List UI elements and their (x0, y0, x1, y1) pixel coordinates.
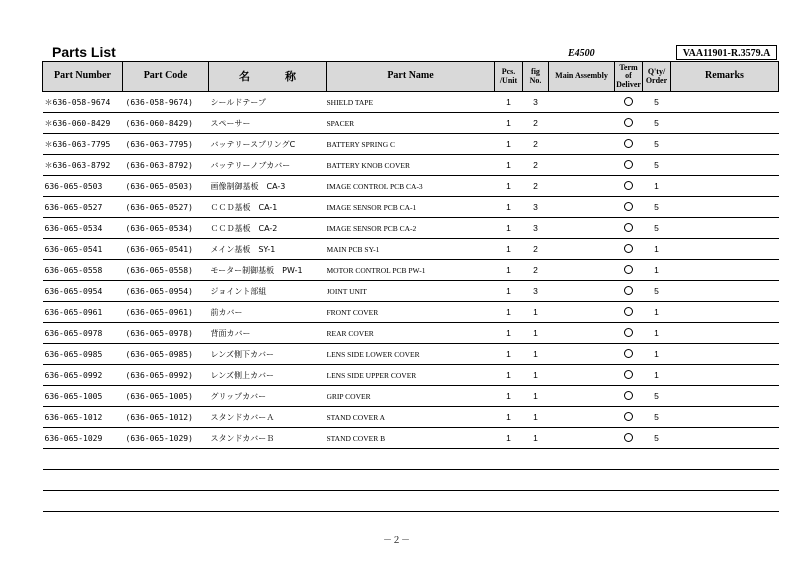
empty-cell (327, 470, 495, 491)
table-row (43, 365, 779, 386)
part-name-cell: LENS SIDE LOWER COVER (327, 344, 495, 365)
term-deliver-cell (615, 386, 643, 407)
table-row (43, 407, 779, 428)
pcs-unit-cell: 1 (495, 260, 523, 281)
col-remarks: Remarks (671, 62, 779, 92)
part-name-cell: STAND COVER B (327, 428, 495, 449)
qty-order-cell: 5 (643, 281, 671, 302)
empty-cell (495, 470, 523, 491)
table-row (43, 113, 779, 134)
remarks-cell (671, 113, 779, 134)
parts-table (42, 61, 779, 512)
part-number-cell: 636-065-0992 (43, 365, 123, 386)
blank-row (43, 491, 779, 512)
table-row (43, 386, 779, 407)
remarks-cell (671, 344, 779, 365)
pcs-unit-cell: 1 (495, 365, 523, 386)
circle-icon (624, 412, 633, 421)
term-deliver-cell (615, 113, 643, 134)
part-number-cell: 636-065-0978 (43, 323, 123, 344)
table-row (43, 302, 779, 323)
jp-name-cell: 背面カバー (209, 323, 327, 344)
qty-order-cell: 1 (643, 365, 671, 386)
main-assembly-cell (549, 344, 615, 365)
jp-name-cell: ＣＣＤ基板 CA-2 (209, 218, 327, 239)
term-deliver-cell (615, 197, 643, 218)
part-name-cell: BATTERY KNOB COVER (327, 155, 495, 176)
page-title: Parts List (52, 44, 116, 60)
jp-name-cell: ジョイント部組 (209, 281, 327, 302)
part-number-cell: 636-065-0527 (43, 197, 123, 218)
part-name-cell: IMAGE SENSOR PCB CA-1 (327, 197, 495, 218)
jp-name-cell: スタンドカバーＡ (209, 407, 327, 428)
col-pcs-unit: Pcs. /Unit (495, 62, 523, 92)
main-assembly-cell (549, 218, 615, 239)
circle-icon (624, 202, 633, 211)
qty-order-cell: 5 (643, 92, 671, 113)
remarks-cell (671, 218, 779, 239)
table-row (43, 323, 779, 344)
fig-no-cell: 2 (523, 134, 549, 155)
fig-no-cell: 1 (523, 428, 549, 449)
fig-no-cell: 1 (523, 302, 549, 323)
remarks-cell (671, 302, 779, 323)
qty-order-cell: 1 (643, 344, 671, 365)
main-assembly-cell (549, 365, 615, 386)
jp-name-cell: スタンドカバーＢ (209, 428, 327, 449)
circle-icon (624, 181, 633, 190)
jp-name-cell: バッテリースプリングC (209, 134, 327, 155)
term-deliver-cell (615, 218, 643, 239)
table-row (43, 344, 779, 365)
col-fig-no: fig No. (523, 62, 549, 92)
jp-name-cell: グリップカバー (209, 386, 327, 407)
table-row (43, 155, 779, 176)
part-number-cell: 636-065-0985 (43, 344, 123, 365)
part-code-cell: (636-063-7795) (123, 134, 209, 155)
jp-name-cell: シールドテープ (209, 92, 327, 113)
part-number-cell: 636-065-0954 (43, 281, 123, 302)
term-deliver-cell (615, 428, 643, 449)
remarks-cell (671, 260, 779, 281)
fig-no-cell: 1 (523, 407, 549, 428)
parts-rows (43, 92, 779, 512)
part-code-cell: (636-065-0503) (123, 176, 209, 197)
part-code-cell: (636-065-0978) (123, 323, 209, 344)
jp-name-cell: スペーサー (209, 113, 327, 134)
col-part-number: Part Number (43, 62, 123, 92)
table-row (43, 260, 779, 281)
pcs-unit-cell: 1 (495, 407, 523, 428)
table-row (43, 197, 779, 218)
main-assembly-cell (549, 92, 615, 113)
remarks-cell (671, 428, 779, 449)
remarks-cell (671, 386, 779, 407)
part-name-cell: STAND COVER A (327, 407, 495, 428)
remarks-cell (671, 197, 779, 218)
empty-cell (523, 470, 549, 491)
table-row (43, 176, 779, 197)
part-code-cell: (636-058-9674) (123, 92, 209, 113)
main-assembly-cell (549, 176, 615, 197)
part-number-cell: ＊636-063-8792 (43, 155, 123, 176)
term-deliver-cell (615, 134, 643, 155)
empty-cell (643, 449, 671, 470)
part-name-cell: MOTOR CONTROL PCB PW-1 (327, 260, 495, 281)
remarks-cell (671, 281, 779, 302)
fig-no-cell: 3 (523, 281, 549, 302)
table-row (43, 218, 779, 239)
table-row (43, 134, 779, 155)
main-assembly-cell (549, 239, 615, 260)
part-name-cell: BATTERY SPRING C (327, 134, 495, 155)
document-id: VAA11901-R.3579.A (676, 45, 777, 60)
fig-no-cell: 1 (523, 344, 549, 365)
main-assembly-cell (549, 407, 615, 428)
jp-name-cell: バッテリーノブカバー (209, 155, 327, 176)
empty-cell (209, 491, 327, 512)
part-name-cell: REAR COVER (327, 323, 495, 344)
qty-order-cell: 5 (643, 155, 671, 176)
pcs-unit-cell: 1 (495, 113, 523, 134)
term-deliver-cell (615, 365, 643, 386)
part-name-cell: FRONT COVER (327, 302, 495, 323)
qty-order-cell: 1 (643, 323, 671, 344)
part-code-cell: (636-065-0954) (123, 281, 209, 302)
circle-icon (624, 286, 633, 295)
main-assembly-cell (549, 197, 615, 218)
fig-no-cell: 2 (523, 260, 549, 281)
part-name-cell: GRIP COVER (327, 386, 495, 407)
part-number-cell: 636-065-1012 (43, 407, 123, 428)
part-code-cell: (636-065-0985) (123, 344, 209, 365)
col-main-assembly: Main Assembly (549, 62, 615, 92)
fig-no-cell: 1 (523, 365, 549, 386)
empty-cell (549, 470, 615, 491)
jp-name-cell: レンズ側上カバー (209, 365, 327, 386)
empty-cell (123, 470, 209, 491)
circle-icon (624, 139, 633, 148)
part-name-cell: IMAGE SENSOR PCB CA-2 (327, 218, 495, 239)
empty-cell (671, 491, 779, 512)
qty-order-cell: 5 (643, 407, 671, 428)
header-row (43, 62, 779, 92)
part-code-cell: (636-063-8792) (123, 155, 209, 176)
pcs-unit-cell: 1 (495, 92, 523, 113)
qty-order-cell: 5 (643, 428, 671, 449)
table-row (43, 281, 779, 302)
part-name-cell: SPACER (327, 113, 495, 134)
qty-order-cell: 1 (643, 302, 671, 323)
part-number-cell: ＊636-058-9674 (43, 92, 123, 113)
empty-cell (209, 470, 327, 491)
circle-icon (624, 223, 633, 232)
circle-icon (624, 433, 633, 442)
part-number-cell: ＊636-063-7795 (43, 134, 123, 155)
part-name-cell: MAIN PCB SY-1 (327, 239, 495, 260)
part-name-cell: SHIELD TAPE (327, 92, 495, 113)
pcs-unit-cell: 1 (495, 302, 523, 323)
term-deliver-cell (615, 92, 643, 113)
fig-no-cell: 2 (523, 239, 549, 260)
qty-order-cell: 5 (643, 218, 671, 239)
circle-icon (624, 97, 633, 106)
part-code-cell: (636-065-0558) (123, 260, 209, 281)
blank-row (43, 470, 779, 491)
part-code-cell: (636-060-8429) (123, 113, 209, 134)
part-name-cell: LENS SIDE UPPER COVER (327, 365, 495, 386)
main-assembly-cell (549, 113, 615, 134)
part-name-cell: IMAGE CONTROL PCB CA-3 (327, 176, 495, 197)
page-number: －２－ (382, 535, 410, 545)
jp-name-cell: ＣＣＤ基板 CA-1 (209, 197, 327, 218)
part-number-cell: 636-065-1029 (43, 428, 123, 449)
circle-icon (624, 391, 633, 400)
empty-cell (123, 491, 209, 512)
empty-cell (209, 449, 327, 470)
empty-cell (123, 449, 209, 470)
remarks-cell (671, 323, 779, 344)
main-assembly-cell (549, 155, 615, 176)
fig-no-cell: 2 (523, 176, 549, 197)
empty-cell (671, 449, 779, 470)
col-part-code: Part Code (123, 62, 209, 92)
empty-cell (43, 449, 123, 470)
pcs-unit-cell: 1 (495, 344, 523, 365)
part-code-cell: (636-065-1029) (123, 428, 209, 449)
qty-order-cell: 5 (643, 197, 671, 218)
part-number-cell: 636-065-0503 (43, 176, 123, 197)
term-deliver-cell (615, 155, 643, 176)
remarks-cell (671, 155, 779, 176)
qty-order-cell: 1 (643, 260, 671, 281)
term-deliver-cell (615, 281, 643, 302)
jp-name-cell: モーター制御基板 PW-1 (209, 260, 327, 281)
term-deliver-cell (615, 344, 643, 365)
qty-order-cell: 5 (643, 386, 671, 407)
fig-no-cell: 1 (523, 386, 549, 407)
empty-cell (495, 491, 523, 512)
part-number-cell: 636-065-1005 (43, 386, 123, 407)
pcs-unit-cell: 1 (495, 155, 523, 176)
term-deliver-cell (615, 323, 643, 344)
main-assembly-cell (549, 260, 615, 281)
remarks-cell (671, 92, 779, 113)
part-number-cell: ＊636-060-8429 (43, 113, 123, 134)
part-name-cell: JOINT UNIT (327, 281, 495, 302)
remarks-cell (671, 134, 779, 155)
main-assembly-cell (549, 428, 615, 449)
table-row (43, 92, 779, 113)
circle-icon (624, 118, 633, 127)
term-deliver-cell (615, 176, 643, 197)
part-code-cell: (636-065-0527) (123, 197, 209, 218)
pcs-unit-cell: 1 (495, 428, 523, 449)
blank-row (43, 449, 779, 470)
part-code-cell: (636-065-1012) (123, 407, 209, 428)
part-number-cell: 636-065-0541 (43, 239, 123, 260)
empty-cell (43, 491, 123, 512)
jp-name-cell: メイン基板 SY-1 (209, 239, 327, 260)
jp-name-cell: レンズ側下カバー (209, 344, 327, 365)
part-code-cell: (636-065-0992) (123, 365, 209, 386)
main-assembly-cell (549, 323, 615, 344)
term-deliver-cell (615, 260, 643, 281)
pcs-unit-cell: 1 (495, 197, 523, 218)
empty-cell (549, 491, 615, 512)
jp-name-cell: 画像制御基板 CA-3 (209, 176, 327, 197)
remarks-cell (671, 365, 779, 386)
empty-cell (523, 449, 549, 470)
part-code-cell: (636-065-1005) (123, 386, 209, 407)
empty-cell (327, 449, 495, 470)
term-deliver-cell (615, 407, 643, 428)
pcs-unit-cell: 1 (495, 218, 523, 239)
model-name: E4500 (568, 48, 595, 59)
empty-cell (615, 491, 643, 512)
pcs-unit-cell: 1 (495, 323, 523, 344)
pcs-unit-cell: 1 (495, 281, 523, 302)
fig-no-cell: 3 (523, 218, 549, 239)
part-number-cell: 636-065-0961 (43, 302, 123, 323)
remarks-cell (671, 176, 779, 197)
circle-icon (624, 244, 633, 253)
circle-icon (624, 370, 633, 379)
qty-order-cell: 5 (643, 134, 671, 155)
fig-no-cell: 3 (523, 92, 549, 113)
remarks-cell (671, 239, 779, 260)
table-row (43, 239, 779, 260)
empty-cell (549, 449, 615, 470)
qty-order-cell: 1 (643, 176, 671, 197)
main-assembly-cell (549, 386, 615, 407)
fig-no-cell: 3 (523, 197, 549, 218)
circle-icon (624, 307, 633, 316)
empty-cell (643, 470, 671, 491)
table-row (43, 428, 779, 449)
qty-order-cell: 5 (643, 113, 671, 134)
main-assembly-cell (549, 302, 615, 323)
empty-cell (615, 470, 643, 491)
part-code-cell: (636-065-0541) (123, 239, 209, 260)
col-qty-order: Q'ty/ Order (643, 62, 671, 92)
col-part-name: Part Name (327, 62, 495, 92)
term-deliver-cell (615, 239, 643, 260)
fig-no-cell: 1 (523, 323, 549, 344)
main-assembly-cell (549, 134, 615, 155)
part-code-cell: (636-065-0534) (123, 218, 209, 239)
main-assembly-cell (549, 281, 615, 302)
circle-icon (624, 265, 633, 274)
empty-cell (671, 470, 779, 491)
empty-cell (643, 491, 671, 512)
empty-cell (43, 470, 123, 491)
part-code-cell: (636-065-0961) (123, 302, 209, 323)
part-number-cell: 636-065-0558 (43, 260, 123, 281)
qty-order-cell: 1 (643, 239, 671, 260)
empty-cell (615, 449, 643, 470)
pcs-unit-cell: 1 (495, 386, 523, 407)
circle-icon (624, 328, 633, 337)
col-jp-name: 名 称 (209, 62, 327, 92)
fig-no-cell: 2 (523, 113, 549, 134)
circle-icon (624, 349, 633, 358)
empty-cell (523, 491, 549, 512)
circle-icon (624, 160, 633, 169)
term-deliver-cell (615, 302, 643, 323)
pcs-unit-cell: 1 (495, 176, 523, 197)
remarks-cell (671, 407, 779, 428)
empty-cell (495, 449, 523, 470)
fig-no-cell: 2 (523, 155, 549, 176)
pcs-unit-cell: 1 (495, 134, 523, 155)
pcs-unit-cell: 1 (495, 239, 523, 260)
empty-cell (327, 491, 495, 512)
part-number-cell: 636-065-0534 (43, 218, 123, 239)
jp-name-cell: 前カバー (209, 302, 327, 323)
col-term-deliver: Term of Deliver (615, 62, 643, 92)
